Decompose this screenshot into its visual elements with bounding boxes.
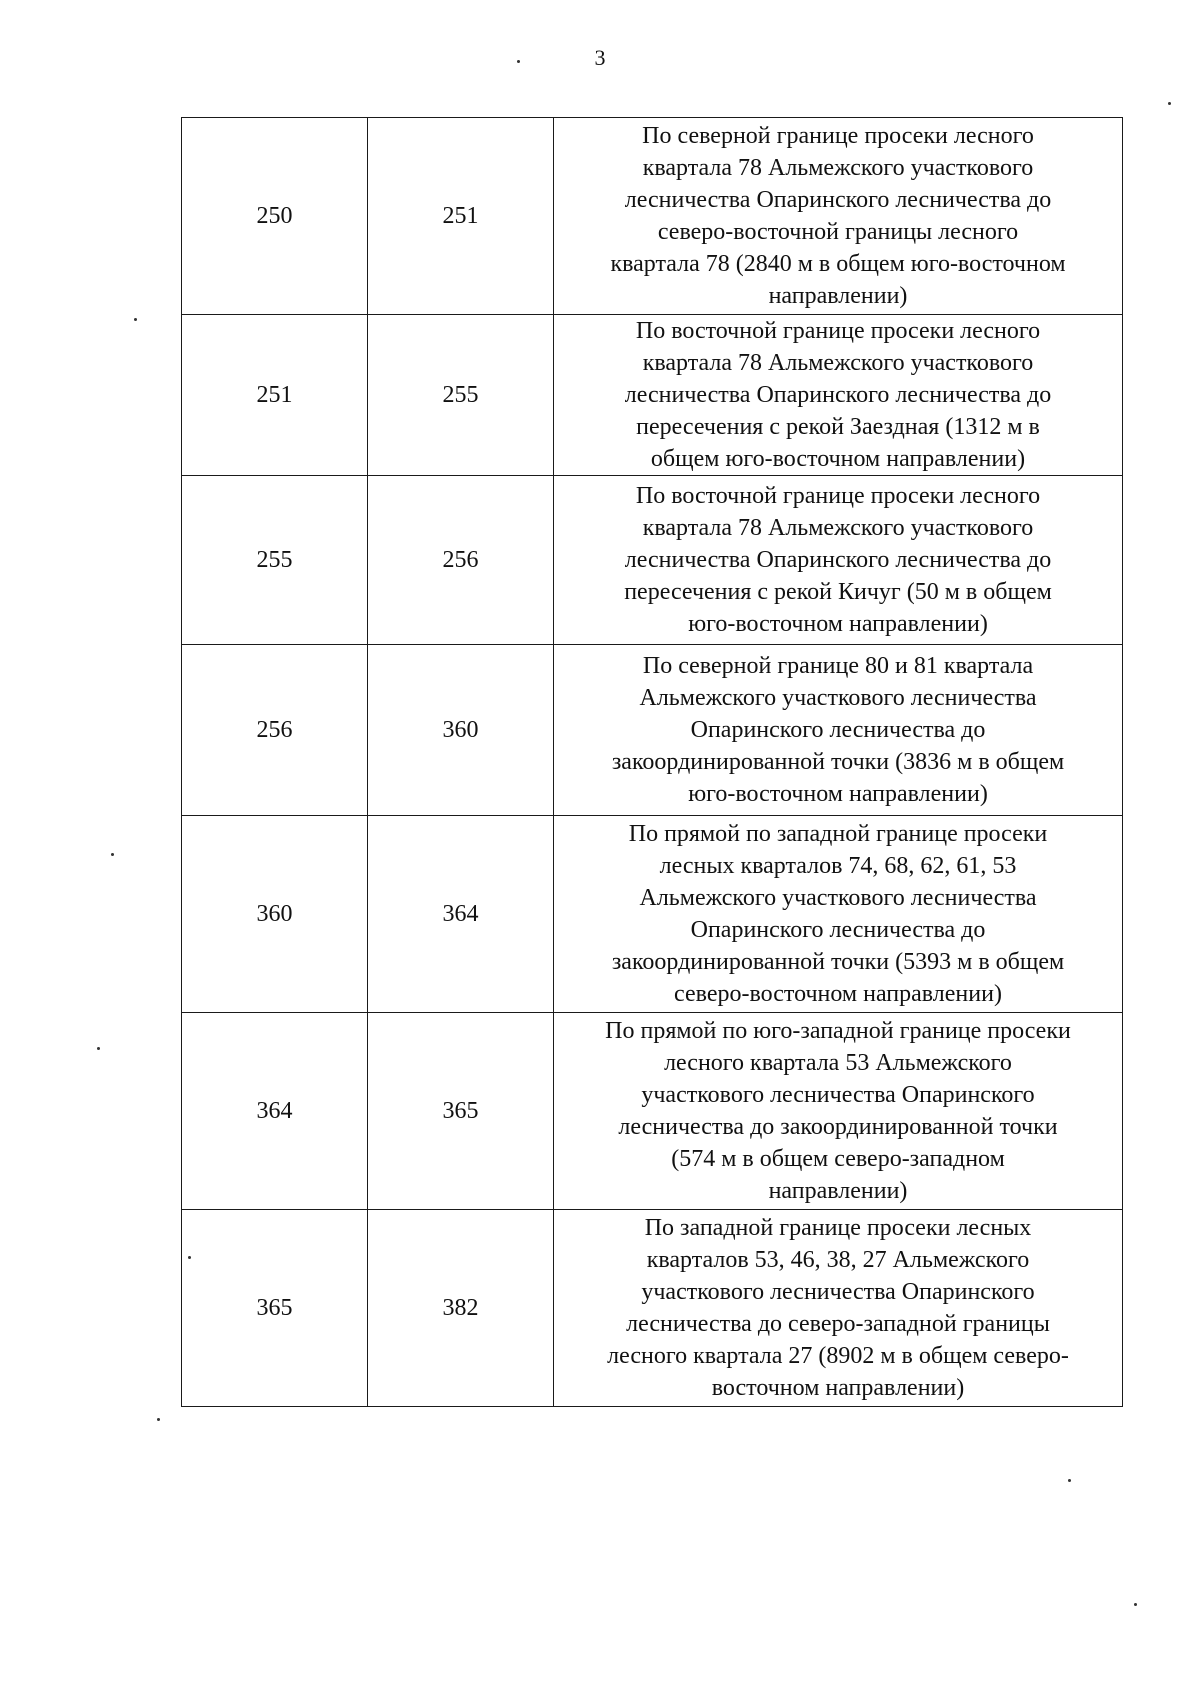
description-line: квартала 78 Альмежского участкового [642,155,1034,181]
point-from-cell: 250 [182,118,368,315]
description-line: лесного квартала 53 Альмежского [664,1050,1012,1076]
point-from-cell: 255 [182,476,368,645]
description-line: лесничества до закоординированной точки [618,1114,1058,1140]
description-line: По прямой по западной границе просеки [628,821,1048,847]
scan-speck [134,318,137,321]
scan-speck [157,1418,160,1421]
description-line: направлении) [768,1178,908,1204]
description-line: По северной границе 80 и 81 квартала [642,653,1034,679]
table-row [182,118,1123,315]
description-line: лесных кварталов 74, 68, 62, 61, 53 [659,853,1017,879]
description-line: По восточной границе просеки лесного [635,483,1041,509]
point-to-cell: 365 [368,1013,554,1210]
table-row [182,1210,1123,1407]
description-line: Опаринского лесничества до [690,717,986,743]
description-line: лесничества Опаринского лесничества до [624,547,1052,573]
description-line: участкового лесничества Опаринского [641,1082,1035,1108]
description-line: северо-восточной границы лесного [657,219,1019,245]
description-line: участкового лесничества Опаринского [641,1279,1035,1305]
table-row [182,645,1123,816]
description-line: юго-восточном направлении) [688,781,988,807]
description-line: восточном направлении) [711,1375,965,1401]
table-row [182,315,1123,476]
description-line: По северной границе просеки лесного [642,123,1034,149]
point-to-cell: 251 [368,118,554,315]
scan-speck [1168,102,1171,105]
description-line: лесничества до северо-западной границы [626,1311,1050,1337]
description-line: По восточной границе просеки лесного [635,318,1041,344]
description-line: юго-восточном направлении) [688,611,988,637]
description-line: направлении) [768,283,908,309]
point-to-cell: 256 [368,476,554,645]
point-to-cell: 360 [368,645,554,816]
scan-speck [1068,1479,1071,1482]
point-to-cell: 255 [368,315,554,476]
point-to-cell: 364 [368,816,554,1013]
scan-speck [517,60,520,63]
table-body [182,118,1123,1407]
description-line: лесничества Опаринского лесничества до [624,382,1052,408]
description-line: По прямой по юго-западной границе просеки [605,1018,1071,1044]
description-line: квартала 78 Альмежского участкового [642,350,1034,376]
scan-speck [188,1256,191,1259]
table-row [182,1013,1123,1210]
description-line: северо-восточном направлении) [674,981,1002,1007]
scan-speck [1134,1603,1137,1606]
point-from-cell: 251 [182,315,368,476]
scan-speck [97,1047,100,1050]
description-line: лесничества Опаринского лесничества до [624,187,1052,213]
table-row [182,816,1123,1013]
scan-speck [111,853,114,856]
point-from-cell: 365 [182,1210,368,1407]
description-line: Опаринского лесничества до [690,917,986,943]
boundary-description-cell [554,645,1123,816]
boundary-description-cell [554,476,1123,645]
description-line: квартала 78 Альмежского участкового [642,515,1034,541]
description-line: общем юго-восточном направлении) [650,446,1026,472]
boundary-description-cell [554,118,1123,315]
boundary-table [181,117,1123,1407]
description-line: пересечения с рекой Заездная (1312 м в [636,414,1040,440]
boundary-description-cell [554,816,1123,1013]
page-number: 3 [594,45,606,70]
boundary-description-cell [554,1013,1123,1210]
description-line: По западной границе просеки лесных [644,1215,1032,1241]
description-line: пересечения с рекой Кичуг (50 м в общем [624,579,1052,605]
description-line: квартала 78 (2840 м в общем юго-восточном [610,251,1066,277]
description-line: Альмежского участкового лесничества [639,685,1037,711]
description-line: закоординированной точки (5393 м в общем [611,949,1065,975]
boundary-description-cell [554,1210,1123,1407]
table-row [182,476,1123,645]
description-line: закоординированной точки (3836 м в общем [611,749,1065,775]
point-from-cell: 360 [182,816,368,1013]
description-line: (574 м в общем северо-западном [671,1146,1005,1172]
description-line: кварталов 53, 46, 38, 27 Альмежского [646,1247,1030,1273]
description-line: Альмежского участкового лесничества [639,885,1037,911]
point-from-cell: 256 [182,645,368,816]
point-to-cell: 382 [368,1210,554,1407]
point-from-cell: 364 [182,1013,368,1210]
boundary-description-cell [554,315,1123,476]
description-line: лесного квартала 27 (8902 м в общем северо- [607,1343,1069,1369]
